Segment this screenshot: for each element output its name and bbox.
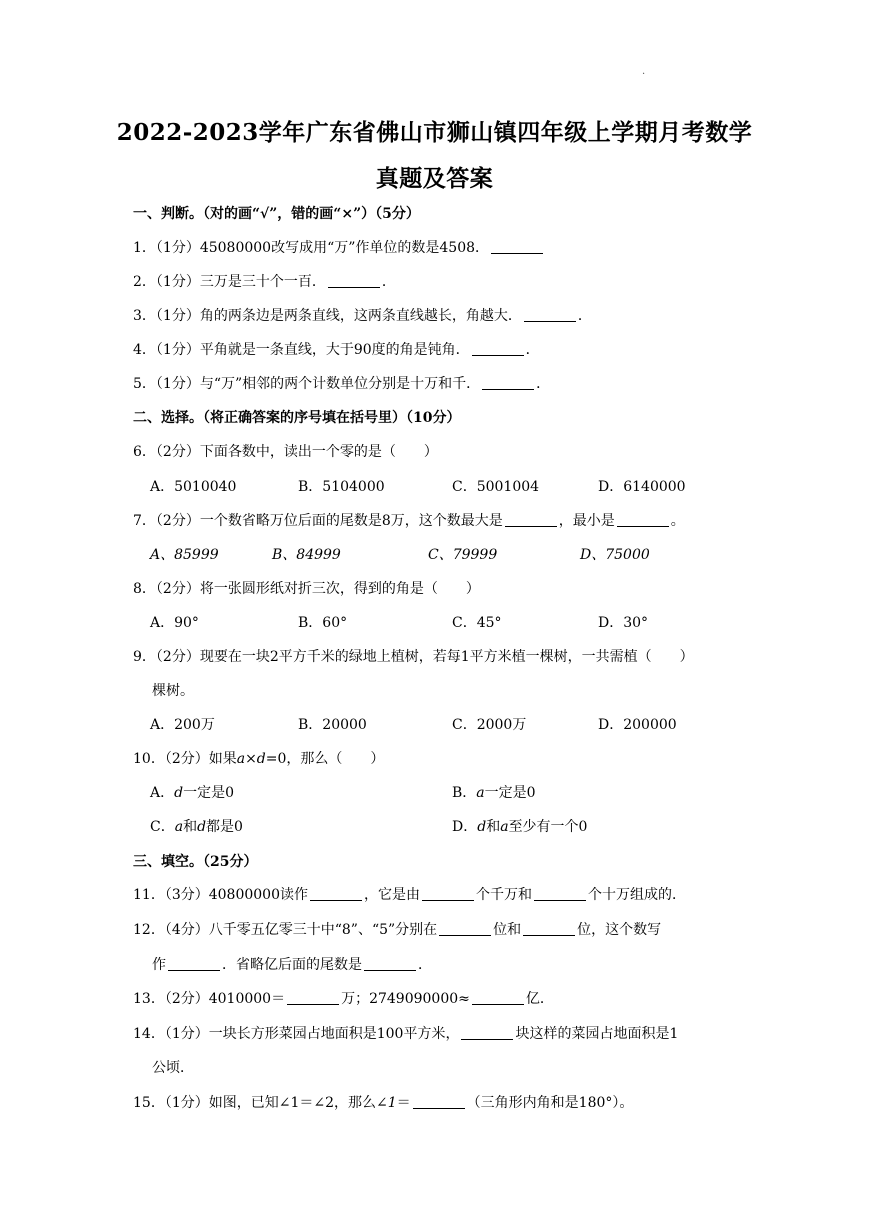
option-b[interactable]: B．5104000 — [298, 479, 385, 495]
answer-blank[interactable] — [472, 341, 524, 356]
question-3: 3．（1分）角的两条边是两条直线，这两条直线越长，角越大． ． — [133, 308, 592, 324]
option-a[interactable]: A．5010040 — [150, 479, 237, 495]
answer-blank[interactable] — [617, 512, 669, 527]
answer-blank[interactable] — [491, 239, 543, 254]
section-heading-fill: 三、填空。（25分） — [133, 854, 258, 870]
answer-blank[interactable] — [524, 307, 576, 322]
option-d[interactable]: D．30° — [598, 615, 649, 631]
answer-blank[interactable] — [534, 886, 586, 901]
option-a[interactable]: A、85999 — [150, 547, 219, 563]
page-title: 2022-2023学年广东省佛山市狮山镇四年级上学期月考数学 — [116, 119, 753, 146]
option-b[interactable]: B．60° — [298, 615, 348, 631]
answer-blank[interactable] — [422, 886, 474, 901]
question-1: 1．（1分）45080000改写成用“万”作单位的数是4508． — [133, 238, 545, 258]
option-c[interactable]: C．5001004 — [452, 479, 540, 495]
question-6: 6．（2分）下面各数中，读出一个零的是（ ） — [133, 444, 438, 460]
answer-blank[interactable] — [461, 1025, 513, 1040]
answer-blank[interactable] — [364, 956, 416, 971]
option-d[interactable]: D．6140000 — [598, 479, 686, 495]
question-5: 5．（1分）与“万”相邻的两个计数单位分别是十万和千． ． — [133, 376, 551, 392]
option-b[interactable]: B．a一定是0 — [452, 785, 536, 801]
answer-blank[interactable] — [439, 921, 491, 936]
question-12: 12．（4分）八千零五亿零三十中“8”、“5”分别在 位和 位，这个数写 — [133, 922, 662, 938]
answer-blank[interactable] — [310, 886, 362, 901]
question-14-continued: 公顷． — [152, 1060, 194, 1076]
section-heading-judge: 一、判断。（对的画“√”，错的画“×”）（5分） — [133, 206, 420, 222]
option-a[interactable]: A．90° — [150, 615, 199, 631]
option-b[interactable]: B．20000 — [298, 717, 367, 733]
option-c[interactable]: C．45° — [452, 615, 502, 631]
question-9-continued: 棵树。 — [152, 683, 194, 699]
option-a[interactable]: A．d一定是0 — [150, 785, 235, 801]
option-d[interactable]: D、75000 — [580, 547, 650, 563]
question-14: 14．（1分）一块长方形菜园占地面积是100平方米， 块这样的菜园占地面积是1 — [133, 1026, 679, 1042]
answer-blank[interactable] — [505, 512, 557, 527]
question-4: 4．（1分）平角就是一条直线，大于90度的角是钝角． ． — [133, 342, 540, 358]
question-8: 8．（2分）将一张圆形纸对折三次，得到的角是（ ） — [133, 581, 480, 597]
answer-blank[interactable] — [168, 956, 220, 971]
option-d[interactable]: D．200000 — [598, 717, 677, 733]
question-10: 10．（2分）如果a×d=0，那么（ ） — [133, 751, 385, 767]
question-13: 13．（2分）4010000＝ 万；2749090000≈ 亿． — [133, 991, 554, 1007]
answer-blank[interactable] — [287, 990, 339, 1005]
option-d[interactable]: D．d和a至少有一个0 — [452, 819, 588, 835]
option-c[interactable]: C．a和d都是0 — [150, 819, 243, 835]
answer-blank[interactable] — [472, 990, 524, 1005]
question-15: 15．（1分）如图，已知∠1＝∠2，那么∠1＝ （三角形内角和是180°）。 — [133, 1095, 634, 1111]
section-heading-choice: 二、选择。（将正确答案的序号填在括号里）（10分） — [133, 410, 461, 426]
answer-blank[interactable] — [328, 273, 380, 288]
option-c[interactable]: C．2000万 — [452, 717, 527, 733]
question-7: 7．（2分）一个数省略万位后面的尾数是8万，这个数最大是 ，最小是 。 — [133, 513, 685, 529]
option-b[interactable]: B、84999 — [272, 547, 341, 563]
question-11: 11．（3分）40800000读作 ，它是由 个千万和 个十万组成的． — [133, 887, 686, 903]
question-12-continued: 作 ．省略亿后面的尾数是 ． — [152, 957, 432, 973]
question-9: 9．（2分）现要在一块2平方千米的绿地上植树，若每1平方米植一棵树，一共需植（ ） — [133, 649, 694, 665]
option-a[interactable]: A．200万 — [150, 717, 215, 733]
option-c[interactable]: C、79999 — [428, 547, 498, 563]
question-2: 2．（1分）三万是三十个一百． ． — [133, 274, 396, 290]
header-dot: . — [642, 66, 646, 77]
answer-blank[interactable] — [523, 921, 575, 936]
answer-blank[interactable] — [413, 1094, 465, 1109]
answer-blank[interactable] — [482, 375, 534, 390]
page-title-line2: 真题及答案 — [375, 165, 494, 192]
